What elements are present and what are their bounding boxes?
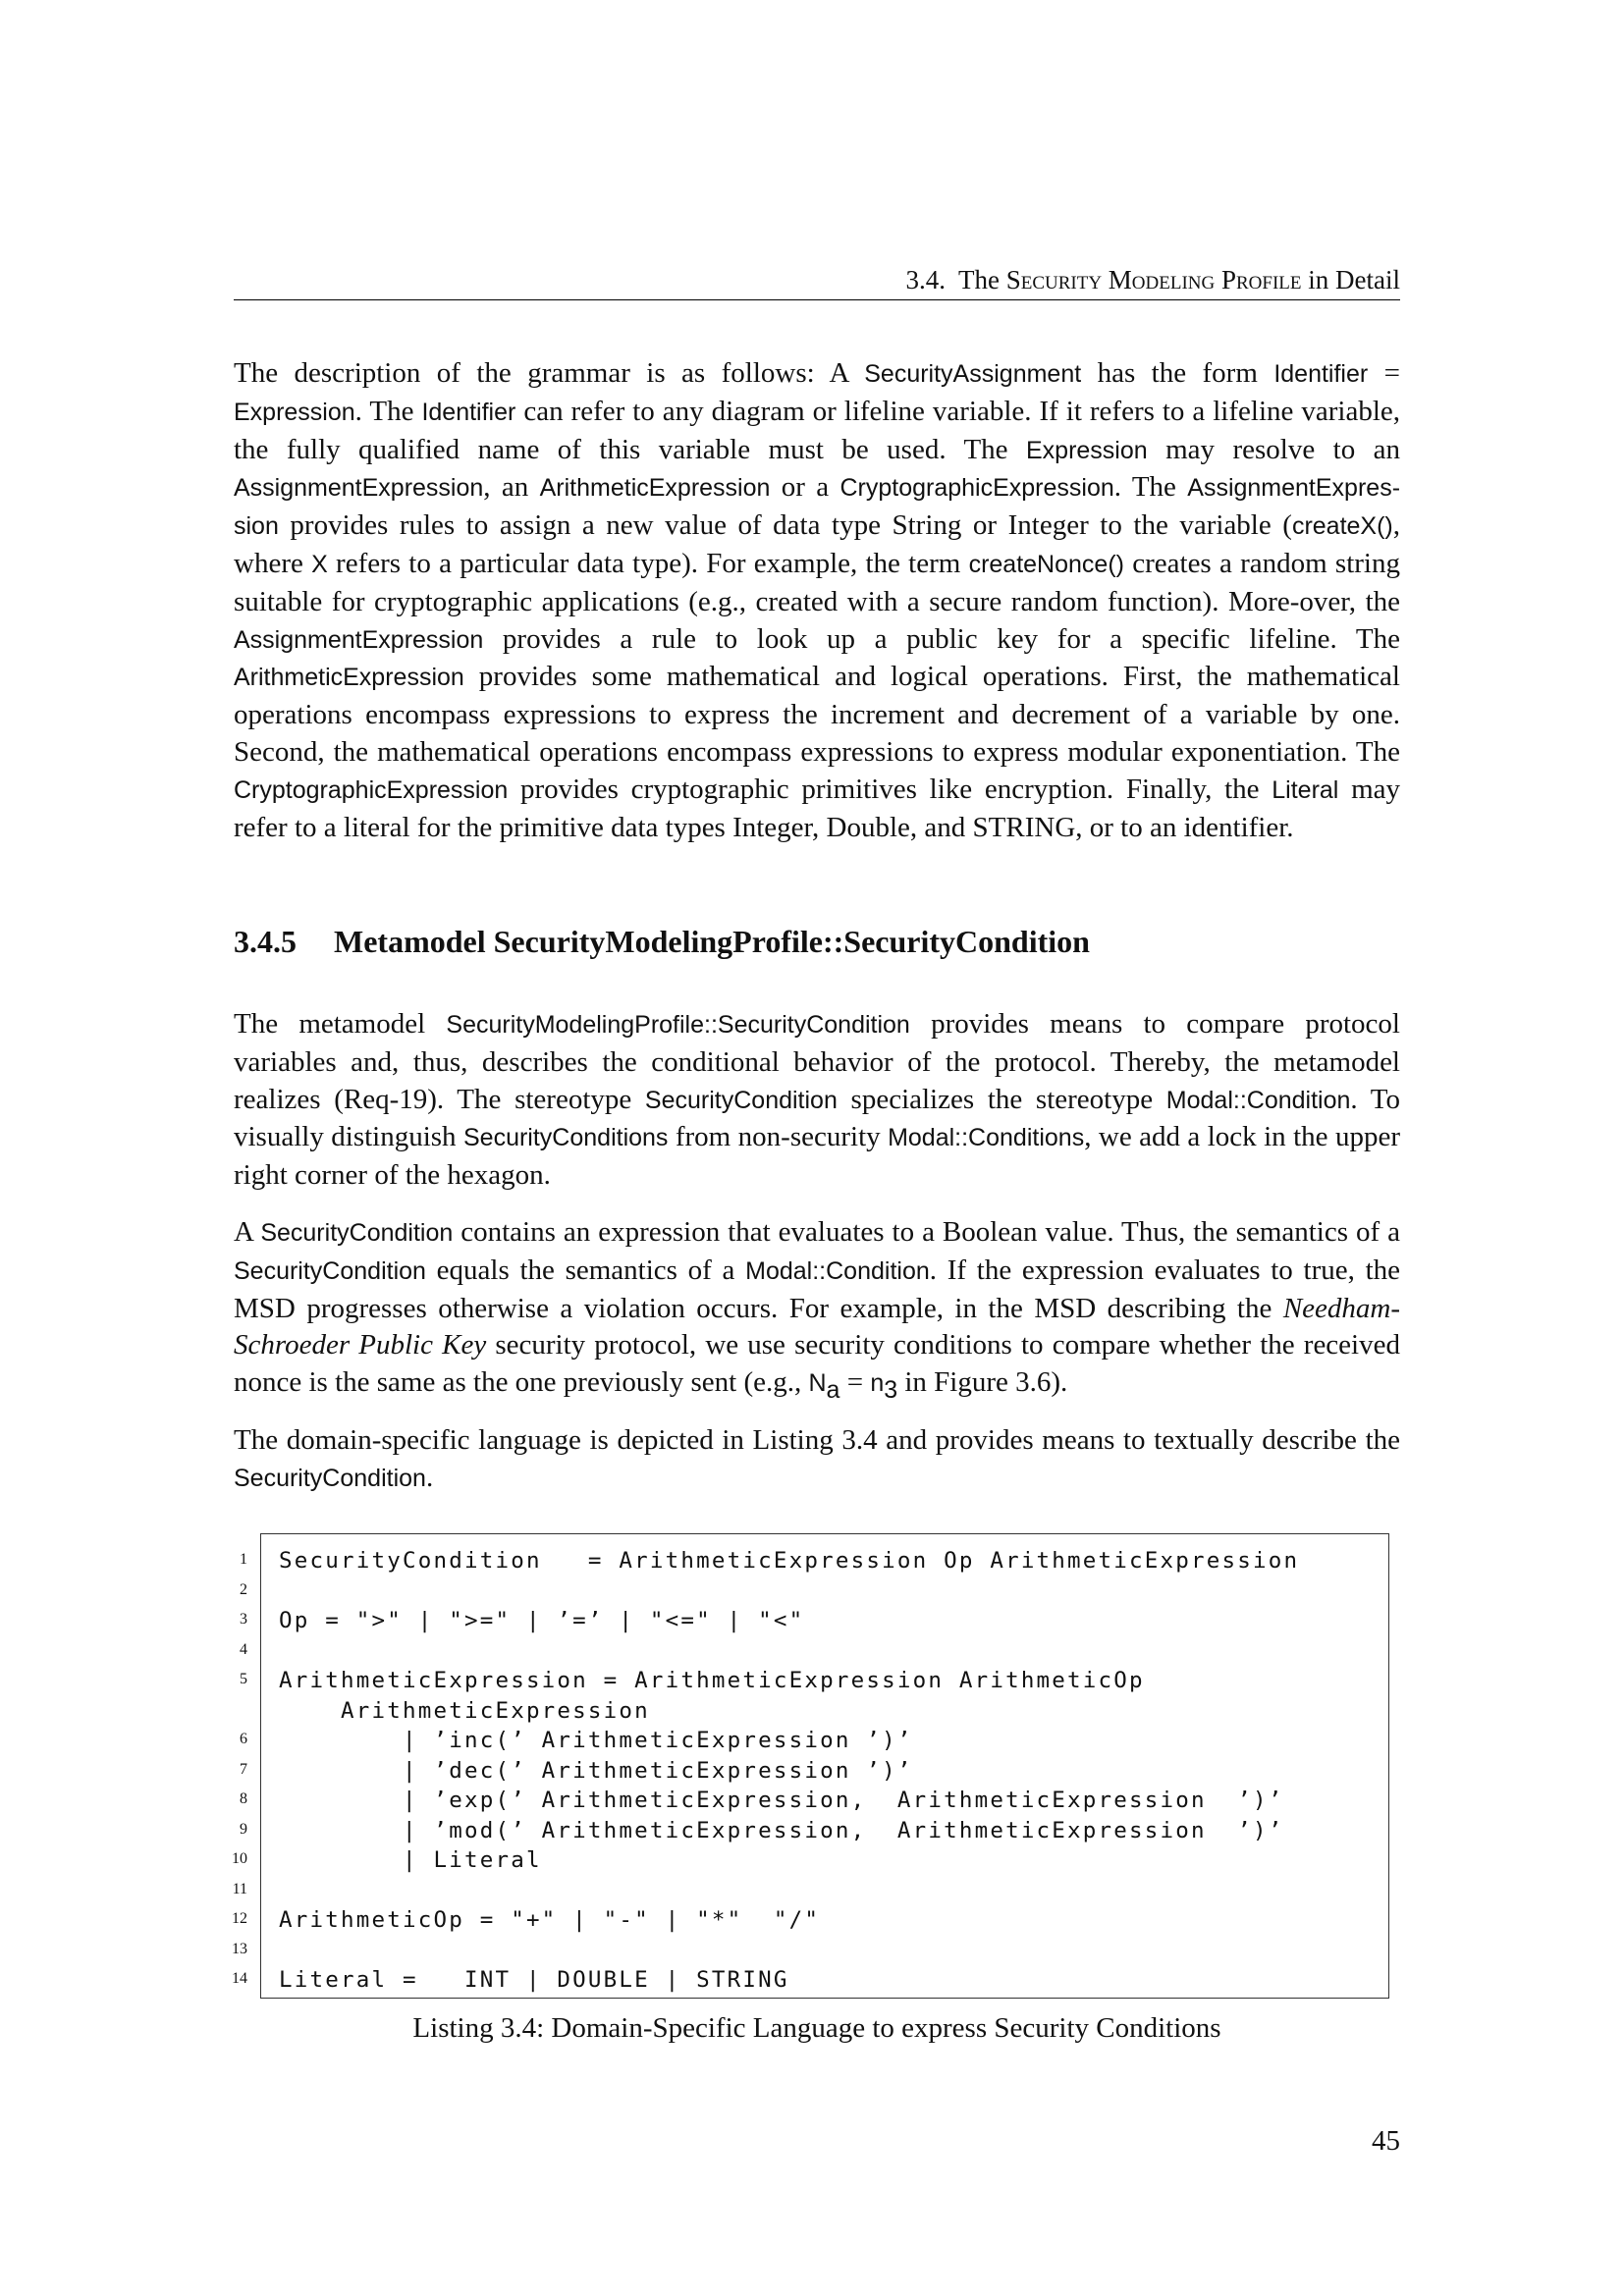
paragraph-dsl-intro: The domain-specific language is depicted in Listing 3.4 and provides means to textually describe the SecurityCondition.	[234, 1424, 1400, 1493]
line-number: 3	[240, 1611, 247, 1628]
line-number: 2	[240, 1580, 247, 1598]
listing-caption: Listing 3.4: Domain-Specific Language to express Security Conditions	[412, 2012, 1221, 2044]
line-number: 10	[232, 1850, 247, 1867]
page-number: 45	[1372, 2125, 1400, 2157]
header-section-number: 3.4.	[905, 265, 946, 294]
section-heading	[234, 922, 1090, 961]
line-number: 6	[240, 1731, 247, 1747]
header-rule	[234, 299, 1400, 300]
code-listing	[260, 1533, 1389, 1999]
line-number: 4	[240, 1640, 247, 1658]
paragraph-semantics: A SecurityCondition contains an expression that evaluates to a Boolean value. Thus, the semantics of a SecurityCondition equals the semantics of a Modal::Condition. If the expression evaluates to true, the MSD progresses otherwise a violation occurs. For example, in the MSD describing the Needham-Schroeder Public Key security protocol, we use security conditions to compare whether the received nonce is the same as the one previously sent (e.g., $N_a = n_3$ in Figure 3.6).	[234, 1216, 1401, 1404]
paragraph-grammar-description: The description of the grammar is as follows: A SecurityAssignment has the form Identifier = Expression. The Identifier can refer to any diagram or lifeline variable. If it refers to a lifeline variable, the fully qualified name of this variable must be used. The Expression may resolve to an AssignmentExpression, an ArithmeticExpression or a CryptographicExpression. The AssignmentExpres-sion provides rules to assign a new value of data type String or Integer to the variable (createX(), where X refers to a particular data type). For example, the term createNonce() creates a random string suitable for cryptographic applications (e.g., created with a secure random function). More-over, the AssignmentExpression provides a rule to look up a public key for a specific lifeline. The ArithmeticExpression provides some mathematical and logical operations. First, the mathematical operations encompass expressions to express the increment and decrement of a variable by one. Second, the mathematical operations encompass expressions to express modular exponentiation. The CryptographicExpression provides cryptographic primitives like encryption. Finally, the Literal may refer to a literal for the primitive data types Integer, Double, and STRING, or to an identifier.	[234, 357, 1401, 843]
header-modeling: Modeling	[1108, 265, 1216, 294]
line-number: 8	[240, 1790, 247, 1807]
line-number: 13	[232, 1940, 247, 1957]
listing-code: SecurityCondition = ArithmeticExpression Op ArithmeticExpression Op = ">" | ">=" | ’=’ | "<=" | "<" ArithmeticExpression = ArithmeticExpression ArithmeticOp ArithmeticExpression | ’inc(’ ArithmeticExpression ’)’ | ’dec(’ ArithmeticExpression ’)’ | ’exp(’ ArithmeticExpression, ArithmeticExpression ’)’ | ’mod(’ ArithmeticExpression, ArithmeticExpression ’)’ | Literal ArithmeticOp = "+" | "-" | "*" "/" Literal = INT | DOUBLE | STRING	[279, 1548, 1300, 1993]
header-security: Security	[1005, 265, 1103, 294]
line-number: 7	[240, 1760, 247, 1778]
line-number: 9	[240, 1820, 247, 1838]
header-profile: Profile	[1220, 265, 1302, 294]
line-number: 11	[232, 1880, 247, 1897]
running-header: 3.4. The Security Modeling Profile in Detail	[905, 265, 1400, 294]
line-number: 14	[232, 1970, 247, 1987]
listing-line-numbers	[224, 1545, 247, 1995]
line-number: 12	[232, 1910, 247, 1927]
section-number: 3.4.5	[234, 924, 297, 959]
paragraph-metamodel: The metamodel SecurityModelingProfile::SecurityCondition provides means to compare protocol variables and, thus, describes the conditional behavior of the protocol. Thereby, the metamodel realizes (Req-19). The stereotype SecurityCondition specializes the stereotype Modal::Condition. To visually distinguish SecurityConditions from non-security Modal::Conditions, we add a lock in the upper right corner of the hexagon.	[234, 1008, 1400, 1192]
line-number: 5	[240, 1671, 247, 1687]
section-title: Metamodel SecurityModelingProfile::SecurityCondition	[334, 924, 1090, 959]
line-number	[224, 1695, 247, 1726]
line-number: 1	[240, 1551, 247, 1568]
